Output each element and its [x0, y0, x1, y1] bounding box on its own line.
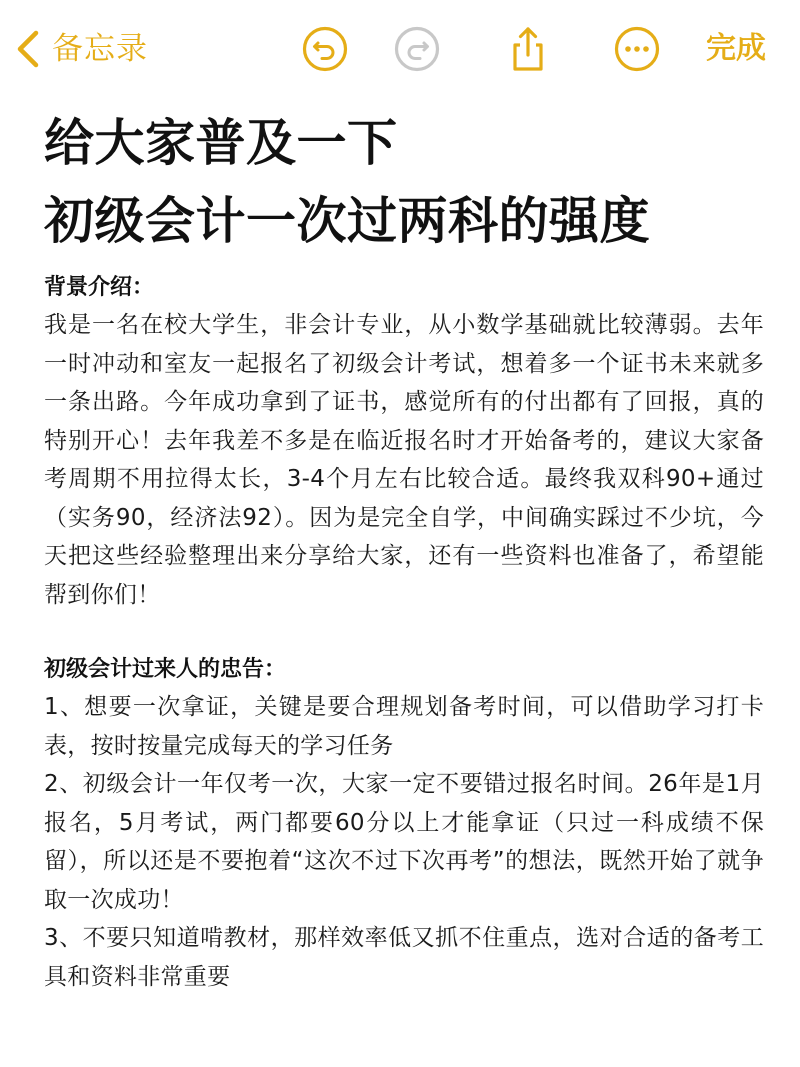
editor-toolbar: [0, 0, 800, 100]
background-heading: 背景介绍：: [44, 275, 155, 300]
undo-icon: [301, 25, 349, 73]
advice-item-3: 3、不要只知道啃教材，那样效率低又抓不住重点，选对合适的备考工具和资料非常重要: [44, 925, 764, 990]
share-button[interactable]: [504, 25, 552, 73]
done-button[interactable]: 完成: [706, 31, 766, 66]
back-chevron-icon: [14, 29, 40, 69]
undo-button[interactable]: [301, 25, 349, 73]
note-title-line-1: 给大家普及一下: [44, 114, 398, 172]
spacer: [44, 614, 764, 652]
advice-item-2: 2、初级会计一年仅考一次，大家一定不要错过报名时间。26年是1月报名，5月考试，两门都要60分以上才能拿证（只过一科成绩不保留），所以还是不要抱着“这次不过下次再考”的想法，既然开始了就争取一次成功！: [44, 771, 764, 913]
note-title-line-2: 初级会计一次过两科的强度: [44, 192, 650, 250]
background-paragraph: 我是一名在校大学生，非会计专业，从小数学基础就比较薄弱。去年一时冲动和室友一起报名了初级会计考试，想着多一个证书未来就多一条出路。今年成功拿到了证书，感觉所有的付出都有了回报，真的特别开心！去年我差不多是在临近报名时才开始备考的，建议大家备考周期不用拉得太长，3-4个月左右比较合适。最终我双科90+通过（实务90，经济法92）。因为是完全自学，中间确实踩过不少坑，今天把这些经验整理出来分享给大家，还有一些资料也准备了，希望能帮到你们！: [44, 312, 764, 608]
advice-heading: 初级会计过来人的忠告：: [44, 657, 287, 682]
back-button-label: 备忘录: [52, 31, 148, 67]
more-icon: [613, 25, 661, 73]
share-icon: [504, 25, 552, 73]
more-button[interactable]: [613, 25, 661, 73]
redo-icon: [393, 25, 441, 73]
back-button[interactable]: [14, 26, 148, 72]
spacer: [44, 262, 764, 270]
advice-item-1: 1、想要一次拿证，关键是要合理规划备考时间，可以借助学习打卡表，按时按量完成每天的学习任务: [44, 694, 764, 759]
note-body[interactable]: [44, 102, 764, 996]
redo-button[interactable]: [393, 25, 441, 73]
